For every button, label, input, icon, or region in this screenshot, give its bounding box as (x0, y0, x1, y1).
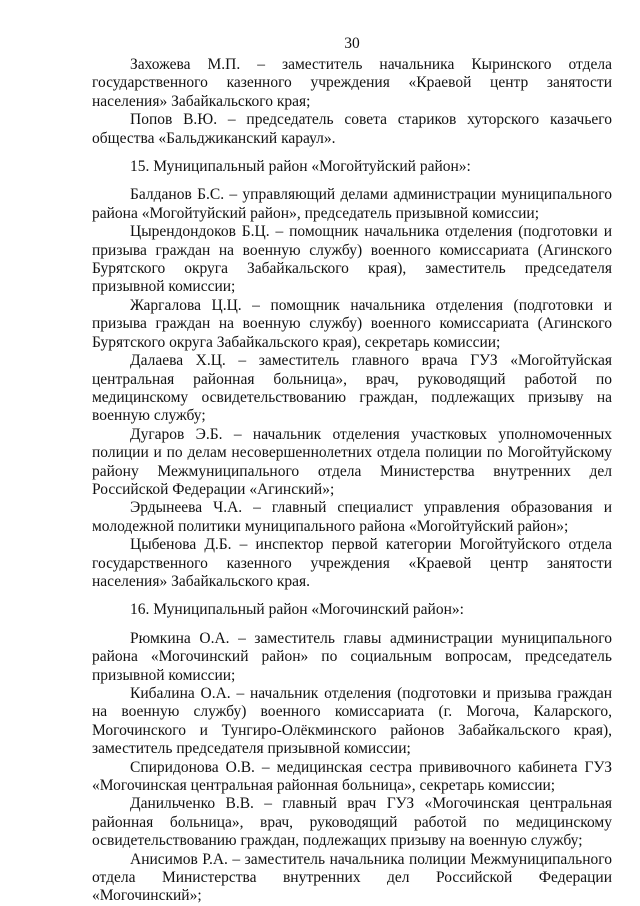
member-paragraph: Спиридонова О.В. – медицинская сестра прививочного кабинета ГУЗ «Могочинская центральная районная больница», секретарь комиссии; (92, 758, 612, 795)
document-page (92, 34, 612, 906)
member-paragraph: Эрдынеева Ч.А. – главный специалист управления образования и молодежной политики муниципального района «Могойтуйский район»; (92, 499, 612, 535)
member-paragraph: Анисимов Р.А. – заместитель начальника полиции Межмуниципального отдела Министерства внутренних дел Российской Федерации «Могочинский»; (92, 850, 612, 905)
section-heading-16: 16. Муниципальный район «Могочинский район»: (130, 601, 464, 619)
member-paragraph: Цыбенова Д.Б. – инспектор первой категории Могойтуйского отдела государственного казенного учреждения «Краевой центр занятости населения» Забайкальского края. (92, 536, 612, 590)
member-paragraph: Далаева Х.Ц. – заместитель главного врача ГУЗ «Могойтуйская центральная районная больница», врач, руководящий работой по медицинскому освидетельствованию граждан, подлежащих призыву на военную службу; (92, 352, 612, 425)
member-paragraph: Балданов Б.С. – управляющий делами администрации муниципального района «Могойтуйский район», председатель призывной комиссии; (92, 186, 612, 222)
member-paragraph: Рюмкина О.А. – заместитель главы администрации муниципального района «Могочинский район» по социальным вопросам, председатель призывной комиссии; (92, 629, 612, 684)
member-paragraph: Попов В.Ю. – председатель совета стариков хуторского казачьего общества «Бальджиканский караул». (92, 111, 612, 147)
member-paragraph: Кибалина О.А. – начальник отделения (подготовки и призыва граждан на военную службу) военного комиссариата (г. Могоча, Каларского, Могочинского и Тунгиро-Олёкминского районов Забайкальского края), заместитель председателя призывной комиссии; (92, 685, 612, 758)
member-paragraph: Дугаров Э.Б. – начальник отделения участковых уполномоченных полиции и по делам несовершеннолетних отдела полиции по Могойтуйскому району Межмуниципального отдела Министерства внутренних дел Российской Федерации «Агинский»; (92, 425, 612, 498)
member-paragraph: Цырендондоков Б.Ц. – помощник начальника отделения (подготовки и призыва граждан на военную службу) военного комиссариата (Агинского Бурятского округа Забайкальского края), заместитель председателя призывной комиссии; (92, 223, 612, 296)
member-paragraph: Жаргалова Ц.Ц. – помощник начальника отделения (подготовки и призыва граждан на военную службу) военного комиссариата (Агинского Бурятского округа Забайкальского края), секретарь комиссии; (92, 296, 612, 351)
page-number: 30 (344, 35, 360, 52)
section-heading-15: 15. Муниципальный район «Могойтуйский район»: (130, 158, 471, 176)
member-paragraph: Данильченко В.В. – главный врач ГУЗ «Могочинская центральная районная больница», врач, руководящий работой по медицинскому освидетельствованию граждан, подлежащих призыву на военную службу; (92, 795, 612, 850)
member-paragraph: Захожева М.П. – заместитель начальника Кыринского отдела государственного казенного учреждения «Краевой центр занятости населения» Забайкальского края; (92, 56, 612, 110)
